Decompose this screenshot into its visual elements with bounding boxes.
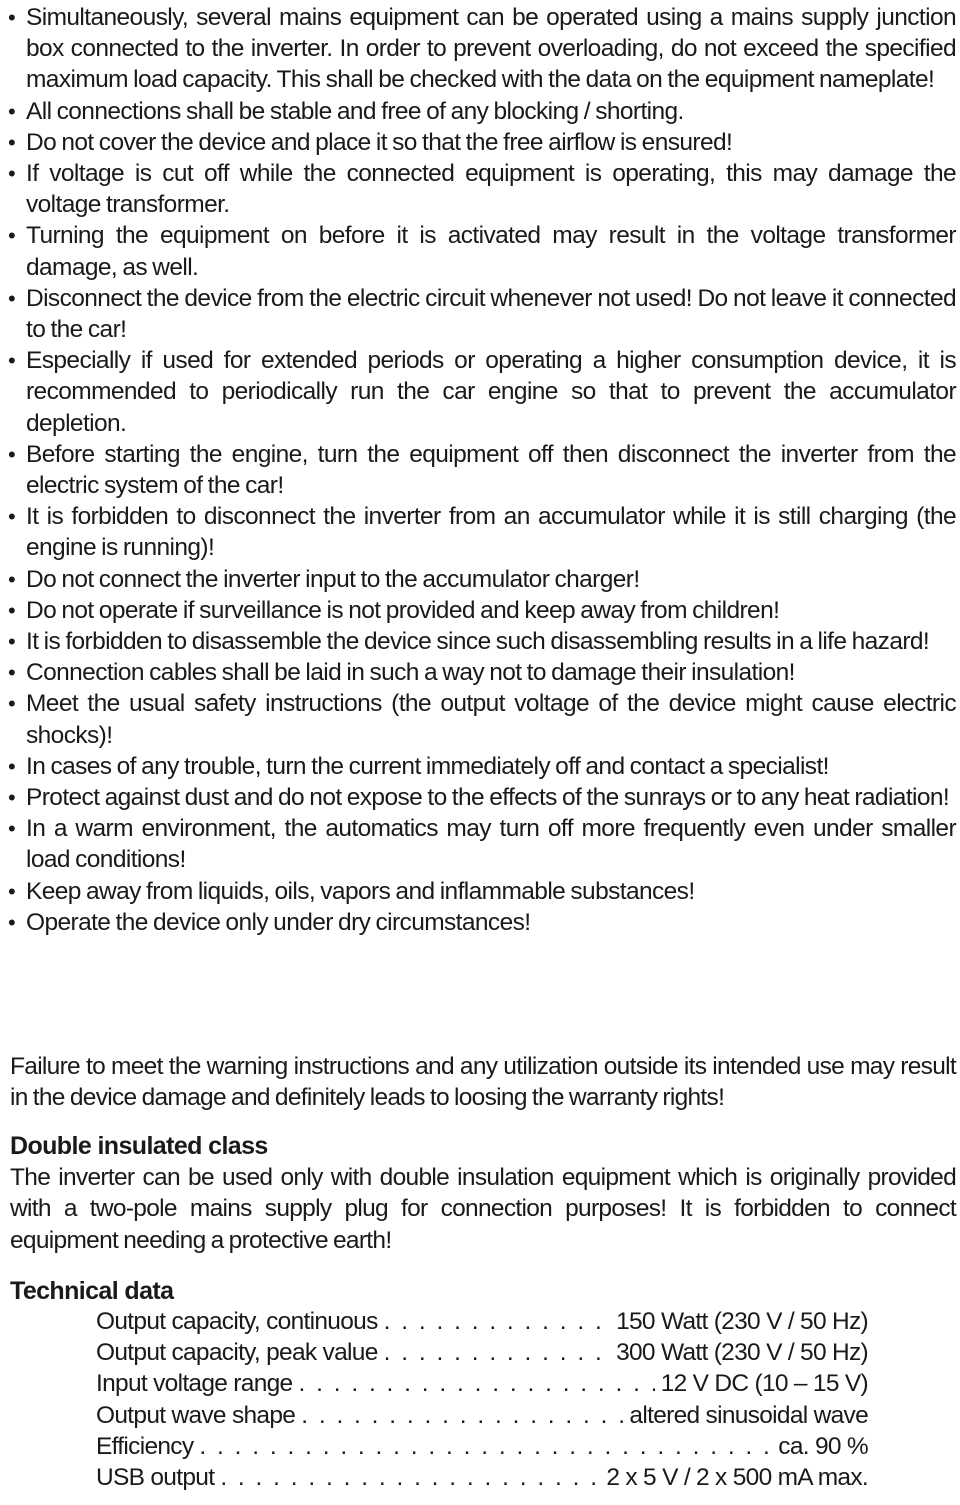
list-item <box>6 595 956 626</box>
bullet-icon: • <box>8 223 16 249</box>
bullet-icon: • <box>8 597 16 623</box>
list-item-text: Protect against dust and do not expose to the effects of the sunrays or to any heat radiation! <box>26 784 950 812</box>
technical-data-table <box>96 1306 868 1493</box>
list-item-text: Disconnect the device from the electric circuit whenever not used! Do not leave it connected to the car! <box>26 284 956 344</box>
safety-instructions-list <box>6 2 956 938</box>
table-row <box>96 1462 868 1493</box>
list-item-text: Do not connect the inverter input to the accumulator charger! <box>26 565 640 593</box>
list-item <box>6 439 956 501</box>
bullet-icon: • <box>8 504 16 530</box>
list-item-text: Operate the device only under dry circumstances! <box>26 908 531 936</box>
bullet-icon: • <box>8 753 16 779</box>
spec-value: 300 Watt (230 V / 50 Hz) <box>616 1339 868 1367</box>
list-item <box>6 283 956 345</box>
spec-label: Output capacity, continuous <box>96 1308 378 1335</box>
spec-label: USB output <box>96 1464 215 1492</box>
bullet-icon: • <box>8 285 16 311</box>
table-row <box>96 1337 868 1368</box>
list-item <box>6 907 956 938</box>
list-item-text: It is forbidden to disconnect the inverter from an accumulator while it is still charging (the engine is running)! <box>26 503 956 562</box>
list-item <box>6 220 956 282</box>
dot-leader <box>301 1400 623 1431</box>
list-item <box>6 96 956 127</box>
bullet-icon: • <box>8 98 16 124</box>
list-item-text: Connection cables shall be laid in such a way not to damage their insulation! <box>26 659 795 687</box>
spec-label: Efficiency <box>96 1432 194 1460</box>
spec-value: ca. 90 % <box>778 1432 868 1460</box>
spec-value: altered sinusoidal wave <box>629 1401 868 1429</box>
bullet-icon: • <box>8 441 16 467</box>
bullet-icon: • <box>8 566 16 592</box>
dot-leader <box>199 1431 772 1462</box>
warranty-note: Failure to meet the warning instructions and any utilization outside its intended use may result in the device damage and definitely leads to loosing the warranty rights! <box>10 1053 956 1112</box>
list-item-text: In cases of any trouble, turn the current immediately off and contact a specialist! <box>26 752 829 780</box>
bullet-icon: • <box>8 816 16 842</box>
list-item <box>6 876 956 907</box>
dot-leader <box>384 1306 610 1337</box>
bullet-icon: • <box>8 878 16 904</box>
list-item <box>6 688 956 750</box>
list-item-text: Do not operate if surveillance is not provided and keep away from children! <box>26 596 780 624</box>
technical-data-heading: Technical data <box>10 1277 174 1305</box>
bullet-icon: • <box>8 161 16 187</box>
list-item <box>6 626 956 657</box>
bullet-icon: • <box>8 348 16 374</box>
list-item <box>6 501 956 563</box>
list-item-text: In a warm environment, the automatics may turn off more frequently even under smaller load conditions! <box>26 815 956 874</box>
spec-label: Output capacity, peak value <box>96 1339 378 1367</box>
table-row <box>96 1431 868 1462</box>
list-item <box>6 158 956 220</box>
list-item-text: All connections shall be stable and free of any blocking / shorting. <box>26 97 684 125</box>
list-item <box>6 564 956 595</box>
list-item-text: Keep away from liquids, oils, vapors and inflammable substances! <box>26 877 695 905</box>
dot-leader <box>298 1368 654 1399</box>
double-insulated-text: The inverter can be used only with double insulation equipment which is originally provided with a two-pole mains supply plug for connection purposes! It is forbidden to connect equipment needing a protective earth! <box>10 1164 956 1254</box>
bullet-icon: • <box>8 909 16 935</box>
double-insulated-heading: Double insulated class <box>10 1132 268 1160</box>
spec-value: 2 x 5 V / 2 x 500 mA max. <box>606 1464 868 1492</box>
bullet-icon: • <box>8 660 16 686</box>
dot-leader <box>384 1337 610 1368</box>
spec-label: Input voltage range <box>96 1370 293 1398</box>
list-item <box>6 2 956 96</box>
list-item-text: Meet the usual safety instructions (the output voltage of the device might cause electric shocks)! <box>26 690 956 749</box>
list-item-text: Simultaneously, several mains equipment can be operated using a mains supply junction box connected to the inverter. In order to prevent overloading, do not exceed the specified maximum load capacity. This shall be checked with the data on the equipment nameplate! <box>26 4 956 94</box>
list-item-text: Before starting the engine, turn the equipment off then disconnect the inverter from the electric system of the car! <box>26 440 956 500</box>
list-item-text: Turning the equipment on before it is activated may result in the voltage transformer damage, as well. <box>26 222 956 281</box>
table-row <box>96 1368 868 1399</box>
list-item-text: Especially if used for extended periods or operating a higher consumption device, it is recommended to periodically run the car engine so that to prevent the accumulator depletion. <box>26 347 956 437</box>
table-row <box>96 1306 868 1337</box>
spec-label: Output wave shape <box>96 1401 296 1429</box>
bullet-icon: • <box>8 5 16 30</box>
bullet-icon: • <box>8 629 16 655</box>
spec-value: 12 V DC (10 – 15 V) <box>660 1370 868 1398</box>
list-item-text: Do not cover the device and place it so that the free airflow is ensured! <box>26 128 733 156</box>
list-item <box>6 127 956 158</box>
list-item <box>6 751 956 782</box>
list-item <box>6 813 956 875</box>
bullet-icon: • <box>8 129 16 155</box>
spec-value: 150 Watt (230 V / 50 Hz) <box>616 1308 868 1335</box>
list-item <box>6 782 956 813</box>
table-row <box>96 1400 868 1431</box>
list-item-text: It is forbidden to disassemble the device since such disassembling results in a life hazard! <box>26 628 930 656</box>
list-item-text: If voltage is cut off while the connected equipment is operating, this may damage the voltage transformer. <box>26 160 956 219</box>
list-item <box>6 657 956 688</box>
bullet-icon: • <box>8 691 16 717</box>
dot-leader <box>220 1462 600 1493</box>
list-item <box>6 345 956 439</box>
bullet-icon: • <box>8 785 16 811</box>
